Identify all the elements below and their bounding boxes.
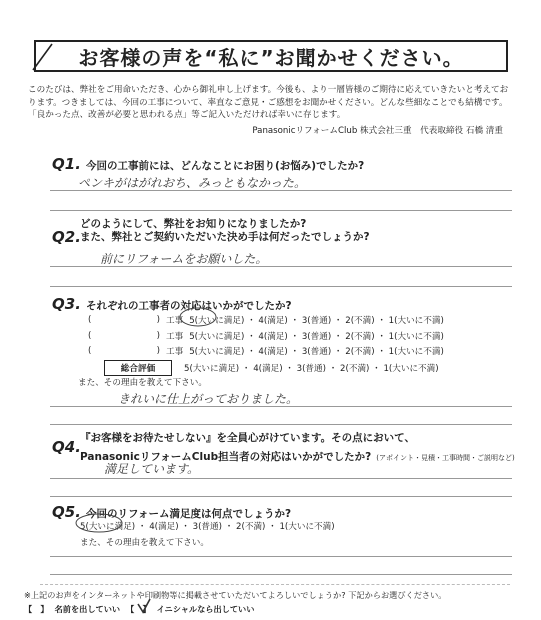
q3-row-1	[88, 314, 444, 326]
worker-name-field[interactable]: ( )	[88, 346, 160, 356]
q4-answer-line-2	[50, 496, 512, 497]
q1-answer-line-1	[50, 190, 512, 191]
q5-selection-circle-mark	[74, 512, 124, 534]
q3-rating-options[interactable]: 5(大いに満足) ・ 4(満足) ・ 3(普通) ・ 2(不満) ・ 1(大いに不満)	[189, 316, 444, 326]
q5-answer-line-2	[50, 574, 512, 575]
q5-reason-prompt: また、その理由を教えて下さい。	[80, 538, 209, 548]
q4-answer: 満足しています。	[104, 462, 200, 476]
q5-number: Q5.	[52, 503, 81, 521]
q2-answer-line-1	[50, 266, 512, 267]
intro-text: このたびは、弊社をご用命いただき、心から御礼申し上げます。今後も、より一層皆様のご期待に応えていきたいと考えております。つきましては、今回の工事について、率直なご意見・ご感想をお聞かせください。どんな些細なことでも結構です。「良かった点、改善が必要と思われる点」等ご記入いただければ幸いに存じます。	[28, 85, 509, 121]
page-title: お客様の声を“私に”お聞かせください。	[34, 40, 508, 72]
q3-question: それぞれの工事者の対応はいかがでしたか?	[85, 300, 292, 312]
q3-heading	[52, 294, 292, 313]
q2-answer-line-2	[50, 286, 512, 287]
option2-label: イニシャルなら出していい	[156, 604, 255, 614]
q5-rating-options[interactable]: 5(大いに満足) ・ 4(満足) ・ 3(普通) ・ 2(不満) ・ 1(大いに不満)	[80, 522, 335, 532]
worker-name-field[interactable]: ( )	[88, 315, 160, 325]
selection-circle-mark	[178, 306, 218, 328]
q3-overall-row	[104, 360, 439, 376]
check-mark-icon	[136, 598, 152, 614]
option1-checkbox[interactable]: 【 】	[24, 604, 49, 614]
worker-name-field[interactable]: ( )	[88, 331, 160, 341]
q3-answer-line-2	[50, 424, 512, 425]
signature: PanasonicリフォームClub 株式会社三重 代表取締役 石橋 清重	[252, 126, 503, 136]
q2-question-1: どのようにして、弊社をお知りになりましたか?	[80, 218, 307, 230]
q2-question-2: また、弊社とご契約いただいた決め手は何だったでしょうか?	[80, 231, 370, 243]
q5-question: 今回のリフォーム満足度は何点でしょうか?	[85, 508, 292, 520]
q3-number: Q3.	[52, 295, 81, 313]
q4-question-2: PanasonicリフォームClub担当者の対応はいかがでしたか?	[80, 451, 372, 463]
footer-options	[24, 604, 254, 615]
q3-row-2	[88, 330, 444, 342]
q3-reason-prompt: また、その理由を教えて下さい。	[78, 378, 207, 388]
q4-question-1: 『お客様をお待たせしない』を全員心がけています。その点において、	[80, 432, 415, 444]
overall-rating-options[interactable]: 5(大いに満足) ・ 4(満足) ・ 3(普通) ・ 2(不満) ・ 1(大いに不満)	[184, 364, 439, 374]
option2-checkbox[interactable]: 【 】	[126, 604, 151, 615]
q2-answer: 前にリフォームをお願いした。	[100, 252, 268, 266]
q3-answer: きれいに仕上がっておりました。	[118, 392, 299, 406]
q1-answer: ペンキがはがれおち、みっともなかった。	[78, 176, 307, 190]
q2-heading	[52, 218, 370, 244]
q4-answer-line-1	[50, 478, 512, 479]
footer-note: ※上記のお声をインターネットや印刷物等に掲載させていただいてよろしいでしょうか? 下記からお選びください。	[24, 590, 447, 600]
q5-answer-line-1	[50, 556, 512, 557]
q3-row-label: 工事	[166, 316, 184, 326]
overall-eval-label: 総合評価	[104, 360, 172, 376]
q3-answer-line-1	[50, 406, 512, 407]
q1-question: 今回の工事前には、どんなことにお困り(お悩み)でしたか?	[85, 160, 365, 172]
q4-note: (アポイント・見積・工事時間・ご説明など)	[376, 454, 515, 462]
q3-row-label: 工事	[166, 347, 184, 357]
q1-answer-line-2	[50, 210, 512, 211]
q3-row-label: 工事	[166, 332, 184, 342]
option1-label: 名前を出していい	[54, 604, 121, 614]
q4-number: Q4.	[52, 438, 81, 456]
q3-rating-options[interactable]: 5(大いに満足) ・ 4(満足) ・ 3(普通) ・ 2(不満) ・ 1(大いに不満)	[189, 332, 444, 342]
q3-row-3	[88, 345, 444, 357]
q1-number: Q1.	[52, 155, 81, 173]
q3-rating-options[interactable]: 5(大いに満足) ・ 4(満足) ・ 3(普通) ・ 2(不満) ・ 1(大いに不満)	[189, 347, 444, 357]
footer-divider	[40, 584, 510, 585]
q2-number: Q2.	[52, 228, 81, 246]
q1-heading	[52, 154, 364, 173]
